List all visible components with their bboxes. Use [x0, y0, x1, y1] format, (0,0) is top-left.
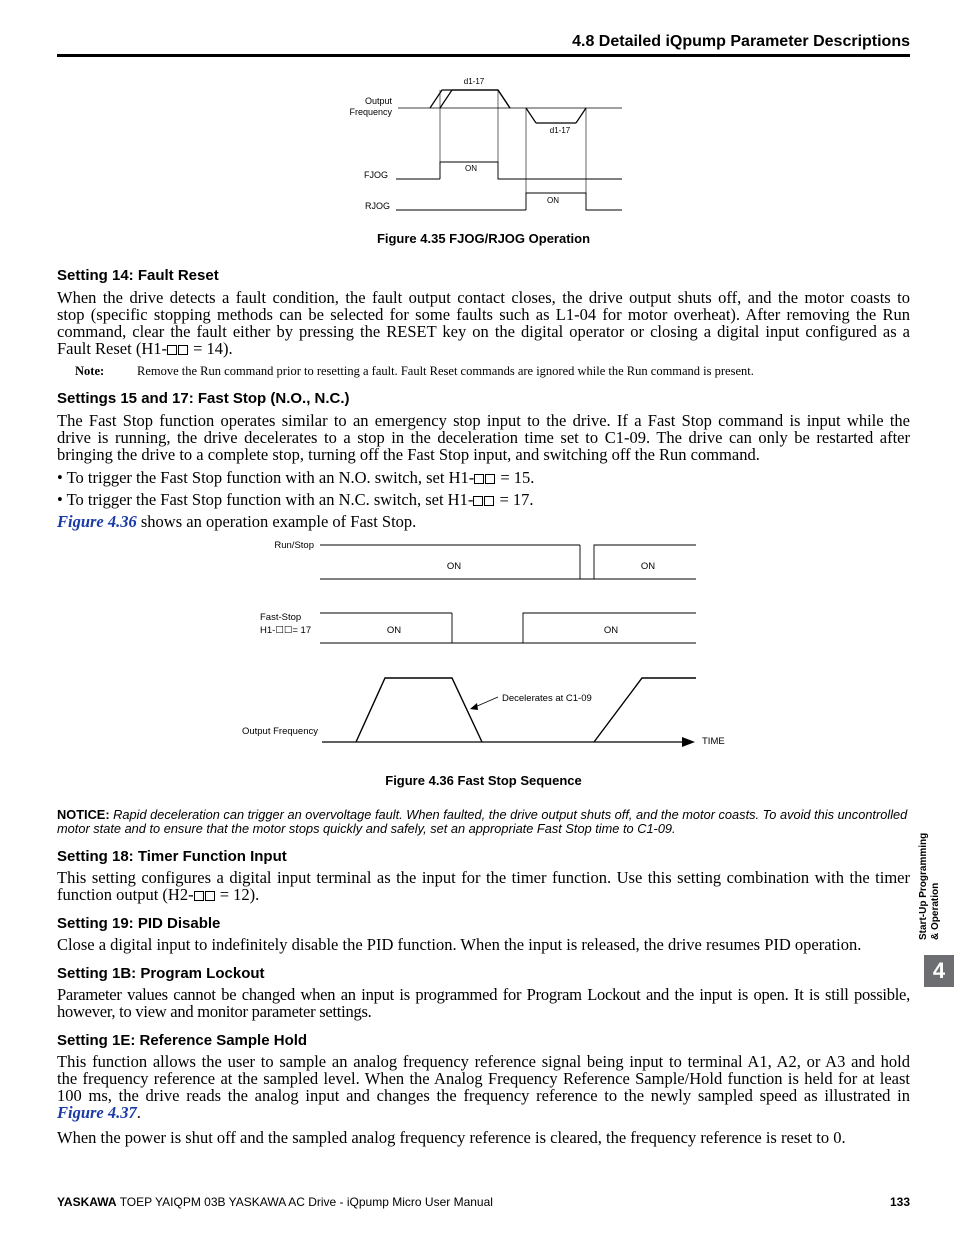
footer-brand: YASKAWA — [57, 1195, 117, 1209]
fig36-fast-stop-pre: H1- — [260, 625, 276, 636]
figure-fjog-rjog-diagram — [330, 70, 630, 220]
setting-1e-line-3: 100 ms, the drive reads the analog input and changes the frequency reference to the newly sampled speed as illustrated in — [57, 1086, 910, 1105]
bullet-no-switch-post: = 15. — [496, 468, 535, 487]
setting-1e-line-1: This function allows the user to sample an analog frequency reference signal being input to terminal A1, A2, or A3 and hold — [57, 1052, 910, 1071]
side-label-line-2: & Operation — [930, 882, 941, 940]
bullet-no-switch — [57, 468, 534, 488]
page-header-title: 4.8 Detailed iQpump Parameter Descriptions — [572, 33, 910, 50]
figure-4-36-reference — [57, 512, 416, 532]
setting-1b-body — [57, 986, 910, 1020]
placeholder-box-icon — [205, 891, 215, 901]
notice-label: NOTICE: — [57, 807, 110, 822]
fig36-output-frequency-label: Output Frequency — [241, 726, 318, 737]
page-number: 133 — [889, 1195, 910, 1209]
figure-fast-stop-diagram — [230, 535, 730, 755]
fig36-fast-stop-label-2 — [260, 625, 311, 636]
placeholder-box-icon — [484, 496, 494, 506]
figure-4-36-ref-text: shows an operation example of Fast Stop. — [136, 512, 417, 531]
setting-14-line-4-pre: Fault Reset (H1- — [57, 339, 167, 358]
placeholder-box-icon — [473, 496, 483, 506]
placeholder-box-icon — [485, 474, 495, 484]
setting-14-line-2: stop (specific stopping methods can be selected for some faults such as L1-04 for motor overheat). After removing the Run — [57, 305, 910, 324]
fig36-run-stop-label: Run/Stop — [274, 540, 314, 551]
setting-18-line-2 — [57, 886, 910, 903]
fig36-fast-stop-label-1: Fast-Stop — [260, 612, 302, 623]
setting-1e-body — [57, 1053, 910, 1121]
fig35-output-label-2: Frequency — [349, 107, 392, 117]
setting-15-17-body — [57, 412, 910, 463]
bullet-nc-switch-pre: • To trigger the Fast Stop function with an N.C. switch, set H1- — [57, 490, 474, 509]
setting-14-body — [57, 289, 910, 357]
fig35-output-label-1: Output — [364, 96, 392, 106]
bullet-nc-switch-post: = 17. — [495, 490, 534, 509]
setting-1b-heading: Setting 1B: Program Lockout — [57, 965, 265, 982]
setting-1e-line-4 — [57, 1104, 910, 1121]
fig36-on-b: ON — [640, 561, 656, 572]
side-label-line-1: Start-Up Programming — [918, 832, 929, 940]
fig36-time-label: TIME — [702, 736, 725, 747]
fig35-d1-top: d1-17 — [463, 77, 485, 86]
setting-14-heading: Setting 14: Fault Reset — [57, 267, 219, 284]
fig36-box-glyph-1: ☐☐ — [275, 625, 293, 636]
chapter-side-label — [908, 814, 948, 944]
fig35-rjog-label: RJOG — [364, 201, 390, 211]
setting-1e-power-note: When the power is shut off and the sampled analog frequency reference is cleared, the frequency reference is reset to 0. — [57, 1128, 846, 1147]
placeholder-box-icon — [194, 891, 204, 901]
setting-18-body — [57, 869, 910, 903]
figure-4-36-link[interactable]: Figure 4.36 — [57, 512, 137, 531]
callout-arrow-icon — [470, 703, 478, 710]
figure-4-35-caption: Figure 4.35 FJOG/RJOG Operation — [376, 231, 591, 246]
fig36-on-a: ON — [446, 561, 462, 572]
setting-18-heading: Setting 18: Timer Function Input — [57, 848, 287, 865]
setting-14-line-3: command, clear the fault either by pressing the RESET key on the digital operator or closing a digital input configured as a — [57, 322, 910, 341]
fig36-fast-stop-post: = 17 — [292, 625, 312, 636]
setting-15-17-heading: Settings 15 and 17: Fast Stop (N.O., N.C.) — [57, 390, 350, 407]
setting-1e-ref-tail: . — [136, 1103, 141, 1122]
footer-text: TOEP YAIQPM 03B YASKAWA AC Drive - iQpump Micro User Manual — [116, 1195, 493, 1209]
setting-19-body: Close a digital input to indefinitely disable the PID function. When the input is released, the drive resumes PID operation. — [57, 935, 862, 954]
setting-1e-line-2: the frequency reference at the sampled level. When the Analog Frequency Reference Sample/Hold function is held for at least — [57, 1069, 910, 1088]
setting-18-line-2-pre: function output (H2- — [57, 885, 194, 904]
setting-14-line-4 — [57, 340, 910, 357]
fig36-on-c: ON — [386, 625, 402, 636]
setting-1e-heading: Setting 1E: Reference Sample Hold — [57, 1032, 308, 1049]
header-rule — [57, 54, 910, 57]
bullet-nc-switch — [57, 490, 534, 510]
chapter-number-tab: 4 — [924, 955, 954, 987]
fig36-decel-label: Decelerates at C1-09 — [502, 693, 592, 704]
setting-14-line-1: When the drive detects a fault condition, the fault output contact closes, the drive output shuts off, and the motor coasts to — [57, 288, 910, 307]
notice-text: Rapid deceleration can trigger an overvoltage fault. When faulted, the drive output shuts off, and the motor coasts. To avoid this uncontrolled motor state and to ensure that the motor stops quickly and safely, set an appropriate Fast Stop time to C1-09. — [57, 807, 908, 836]
figure-4-36-caption: Figure 4.36 Fast Stop Sequence — [385, 773, 582, 788]
setting-15-line-3: bringing the drive to a complete stop, turning off the Fast Stop input, and switching off the Run command. — [57, 445, 760, 464]
setting-19-heading: Setting 19: PID Disable — [57, 915, 221, 932]
setting-18-line-2-post: = 12). — [215, 885, 260, 904]
placeholder-box-icon — [178, 345, 188, 355]
setting-18-line-1: This setting configures a digital input terminal as the input for the timer function. Use this setting combination with the timer — [57, 868, 910, 887]
note-label: Note: — [75, 364, 105, 378]
setting-15-line-1: The Fast Stop function operates similar to an emergency stop input to the drive. If a Fast Stop command is input while the — [57, 411, 910, 430]
placeholder-box-icon — [474, 474, 484, 484]
setting-15-line-2: drive is running, the drive decelerates to a stop in the deceleration time set to C1-09. The drive can only be restarted after — [57, 428, 910, 447]
placeholder-box-icon — [167, 345, 177, 355]
notice-box — [57, 808, 913, 836]
bullet-no-switch-pre: • To trigger the Fast Stop function with an N.O. switch, set H1- — [57, 468, 475, 487]
note-text: Remove the Run command prior to resetting a fault. Fault Reset commands are ignored while the Run command is present. — [137, 364, 754, 378]
fig35-d1-bottom: d1-17 — [549, 126, 571, 135]
setting-14-line-4-post: = 14). — [188, 339, 233, 358]
setting-1b-line-1: Parameter values cannot be changed when an input is programmed for Program Lockout and the input is open. It is still possible, — [57, 985, 910, 1004]
fig35-on-1: ON — [465, 164, 477, 173]
fig35-fjog-label: FJOG — [364, 170, 388, 180]
figure-4-37-link[interactable]: Figure 4.37 — [57, 1103, 137, 1122]
setting-1b-line-2: however, to view and monitor parameter settings. — [57, 1002, 372, 1021]
page-footer — [57, 1195, 493, 1209]
time-arrow-icon — [682, 737, 695, 747]
fig35-on-2: ON — [547, 196, 559, 205]
fig36-on-d: ON — [603, 625, 619, 636]
